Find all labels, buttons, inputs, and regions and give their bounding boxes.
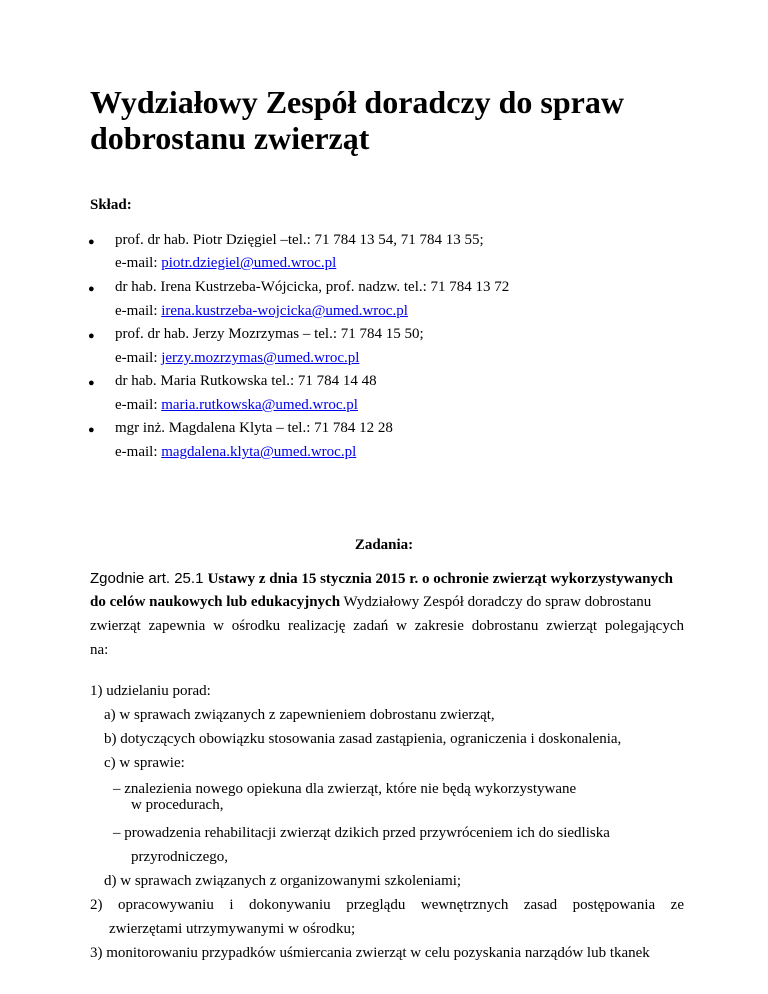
member-email (115, 303, 408, 320)
intro-line-3: zwierząt zapewnia w ośrodku realizację zadań w zakresie dobrostanu zwierząt polegających (90, 618, 684, 634)
member-email (115, 350, 359, 367)
sklad-heading: Skład: (90, 197, 132, 213)
zadania-heading: Zadania: (354, 537, 414, 553)
intro-prefix: Zgodnie art. 25.1 (90, 570, 208, 587)
bullet-icon: ● (88, 424, 95, 436)
intro-line-2 (90, 591, 684, 614)
email-label: e-mail: (115, 303, 162, 319)
list-dash-1: – znalezienia nowego opiekuna dla zwierząt, które nie będą wykorzystywane (113, 781, 577, 797)
member-email (115, 255, 336, 272)
bullet-icon: ● (88, 283, 95, 295)
intro-rest: Wydziałowy Zespół doradczy do spraw dobrostanu (340, 594, 652, 610)
email-label: e-mail: (115, 255, 162, 271)
member-text: prof. dr hab. Jerzy Mozrzymas – tel.: 71 784 15 50; (115, 326, 424, 342)
list-item-3: 3) monitorowaniu przypadków uśmiercania zwierząt w celu pozyskania narządów lub tkanek (90, 945, 650, 961)
member-text: dr hab. Maria Rutkowska tel.: 71 784 14 48 (115, 373, 377, 389)
list-dash-2: – prowadzenia rehabilitacji zwierząt dzikich przed przywróceniem ich do siedliska (113, 825, 610, 841)
list-item-1a: a) w sprawach związanych z zapewnieniem dobrostanu zwierząt, (104, 707, 495, 723)
member-text: dr hab. Irena Kustrzeba-Wójcicka, prof. nadzw. tel.: 71 784 13 72 (115, 279, 510, 295)
intro-line-4: na: (90, 642, 109, 658)
email-link[interactable]: piotr.dziegiel@umed.wroc.pl (161, 255, 337, 271)
email-link[interactable]: jerzy.mozrzymas@umed.wroc.pl (161, 350, 360, 366)
bullet-icon: ● (88, 330, 95, 342)
bullet-icon: ● (88, 377, 95, 389)
email-label: e-mail: (115, 444, 162, 460)
list-item-1b: b) dotyczących obowiązku stosowania zasad zastąpienia, ograniczenia i doskonalenia, (104, 731, 622, 747)
email-label: e-mail: (115, 350, 162, 366)
intro-law-title-1: Ustawy z dnia 15 stycznia 2015 r. o ochronie zwierząt wykorzystywanych (207, 571, 673, 587)
list-item-1d: d) w sprawach związanych z organizowanymi szkoleniami; (104, 873, 462, 889)
email-link[interactable]: magdalena.klyta@umed.wroc.pl (161, 444, 357, 460)
page-title: Wydziałowy Zespół doradczy do spraw dobrostanu zwierząt (90, 84, 624, 156)
bullet-icon: ● (88, 236, 95, 248)
intro-law-title-2: do celów naukowych lub edukacyjnych (90, 594, 341, 610)
list-dash-2-cont: przyrodniczego, (131, 849, 229, 865)
member-text: prof. dr hab. Piotr Dzięgiel –tel.: 71 784 13 54, 71 784 13 55; (115, 232, 484, 248)
email-link[interactable]: irena.kustrzeba-wojcicka@umed.wroc.pl (161, 303, 408, 319)
intro-line-1 (90, 567, 684, 591)
member-text: mgr inż. Magdalena Klyta – tel.: 71 784 12 28 (115, 420, 393, 436)
list-item-2: 2) opracowywaniu i dokonywaniu przeglądu wewnętrznych zasad postępowania ze (90, 897, 684, 913)
list-item-1: 1) udzielaniu porad: (90, 683, 211, 699)
list-item-2-cont: zwierzętami utrzymywanymi w ośrodku; (109, 921, 356, 937)
email-label: e-mail: (115, 397, 162, 413)
list-item-1c: c) w sprawie: (104, 755, 185, 771)
list-dash-1-cont: w procedurach, (131, 797, 224, 813)
email-link[interactable]: maria.rutkowska@umed.wroc.pl (161, 397, 358, 413)
member-email (115, 444, 356, 461)
member-email (115, 397, 358, 414)
